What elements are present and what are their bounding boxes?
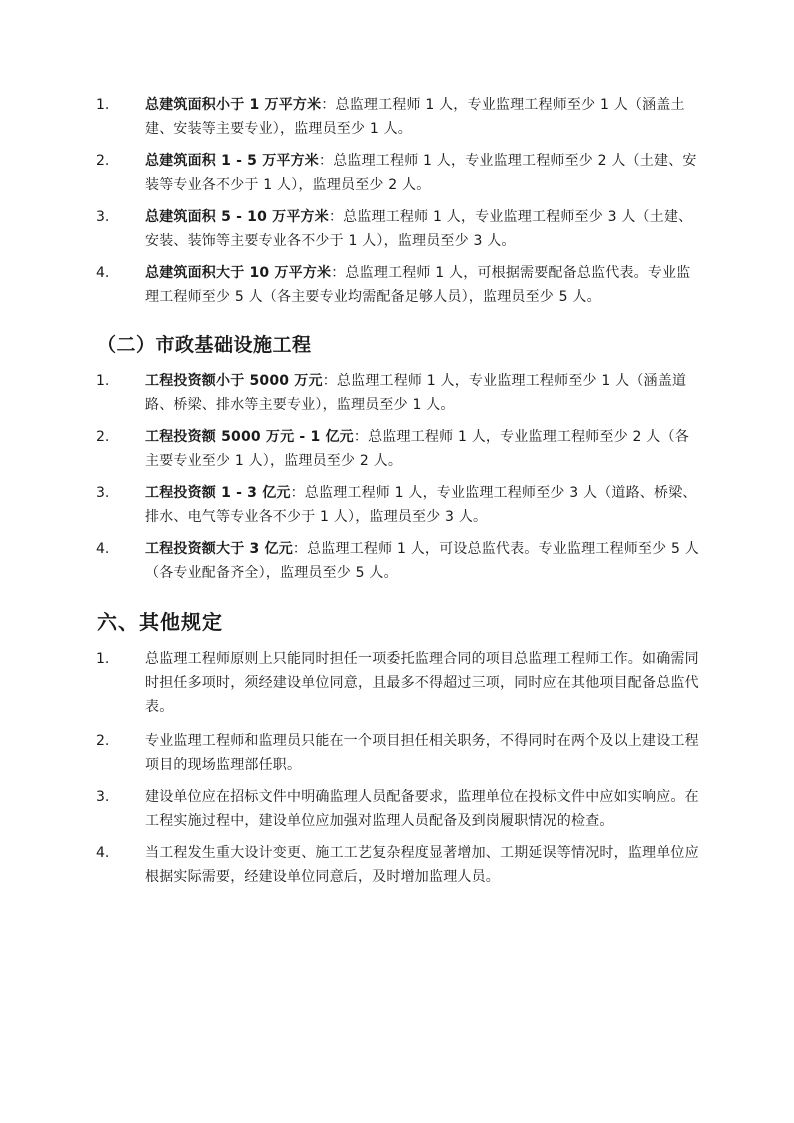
section-heading-municipal: （二）市政基础设施工程: [97, 334, 312, 356]
item-text: [145, 205, 700, 253]
item-title: 工程投资额 1 - 3 亿元: [145, 485, 291, 501]
item-number: 1.: [96, 651, 110, 667]
list-item: [0, 841, 794, 897]
item-number: 4.: [96, 541, 110, 557]
item-title: 总建筑面积大于 10 万平方米: [145, 265, 332, 281]
item-text: 建设单位应在招标文件中明确监理人员配备要求，监理单位在投标文件中应如实响应。在工程实施过程中，建设单位应加强对监理人员配备及到岗履职情况的检查。: [145, 789, 699, 829]
list-item: [0, 149, 794, 205]
list-item: [0, 425, 794, 481]
item-body: ：总监理工程师 1 人，专业监理工程师至少 1 人（涵盖土建、安装等主要专业），监理员至少 1 人。: [145, 97, 685, 137]
list-item: [0, 369, 794, 425]
list-item: [0, 261, 794, 317]
item-body: ：总监理工程师 1 人，可根据需要配备总监代表。专业监理工程师至少 5 人（各主要专业均需配备足够人员），监理员至少 5 人。: [145, 265, 691, 305]
item-number: 3.: [96, 485, 110, 501]
list-item: [0, 647, 794, 729]
item-number: 3.: [96, 209, 110, 225]
list-item: [0, 481, 794, 537]
item-text: [145, 261, 700, 309]
item-number: 2.: [96, 429, 110, 445]
list-item: [0, 729, 794, 785]
item-number: 1.: [96, 97, 110, 113]
item-text: [145, 425, 700, 473]
list-item: [0, 205, 794, 261]
item-body: ：总监理工程师 1 人，专业监理工程师至少 1 人（涵盖道路、桥梁、排水等主要专业），监理员至少 1 人。: [145, 373, 687, 413]
section-heading-other-rules: 六、其他规定: [97, 610, 223, 634]
item-body: ：总监理工程师 1 人，专业监理工程师至少 2 人（各主要专业至少 1 人），监理员至少 2 人。: [145, 429, 689, 469]
item-body: ：总监理工程师 1 人，专业监理工程师至少 3 人（道路、桥梁、排水、电气等专业各不少于 1 人），监理员至少 3 人。: [145, 485, 697, 525]
list-item: [0, 537, 794, 593]
item-number: 4.: [96, 265, 110, 281]
item-text: 总监理工程师原则上只能同时担任一项委托监理合同的项目总监理工程师工作。如确需同时担任多项时，须经建设单位同意，且最多不得超过三项，同时应在其他项目配备总监代表。: [145, 651, 699, 715]
other-rules-list: [0, 647, 794, 897]
item-body: ：总监理工程师 1 人，可设总监代表。专业监理工程师至少 5 人（各专业配备齐全），监理员至少 5 人。: [145, 541, 699, 581]
item-text: [145, 149, 700, 197]
item-title: 工程投资额大于 3 亿元: [145, 541, 293, 557]
item-title: 工程投资额 5000 万元 - 1 亿元: [145, 429, 354, 445]
item-title: 总建筑面积 5 - 10 万平方米: [145, 209, 329, 225]
item-number: 2.: [96, 733, 110, 749]
item-title: 工程投资额小于 5000 万元: [145, 373, 323, 389]
item-text: [145, 481, 700, 529]
item-text: [145, 369, 700, 417]
item-text: [145, 537, 700, 585]
list-item: [0, 785, 794, 841]
item-number: 2.: [96, 153, 110, 169]
item-title: 总建筑面积小于 1 万平方米: [145, 97, 322, 113]
item-title: 总建筑面积 1 - 5 万平方米: [145, 153, 319, 169]
item-text: 当工程发生重大设计变更、施工工艺复杂程度显著增加、工期延误等情况时，监理单位应根据实际需要，经建设单位同意后，及时增加监理人员。: [145, 845, 699, 885]
item-body: ：总监理工程师 1 人，专业监理工程师至少 3 人（土建、安装、装饰等主要专业各不少于 1 人），监理员至少 3 人。: [145, 209, 693, 249]
building-area-list: [0, 93, 794, 317]
item-number: 1.: [96, 373, 110, 389]
municipal-list: [0, 369, 794, 593]
item-number: 4.: [96, 845, 110, 861]
list-item: [0, 93, 794, 149]
item-text: 专业监理工程师和监理员只能在一个项目担任相关职务，不得同时在两个及以上建设工程项目的现场监理部任职。: [145, 733, 699, 773]
item-text: [145, 93, 700, 141]
item-body: ：总监理工程师 1 人，专业监理工程师至少 2 人（土建、安装等专业各不少于 1 人），监理员至少 2 人。: [145, 153, 697, 193]
item-number: 3.: [96, 789, 110, 805]
